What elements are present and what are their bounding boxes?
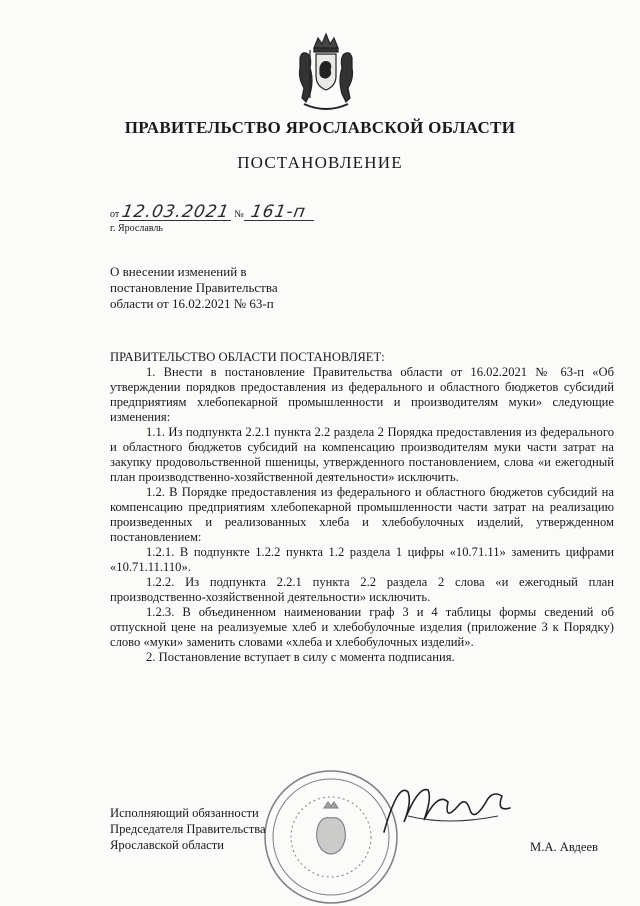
signatory-title-line2: Председателя Правительства <box>110 822 266 836</box>
yaroslavl-coat-of-arms-icon <box>290 28 362 114</box>
signatory-block <box>110 805 266 853</box>
date-number-line <box>110 202 314 222</box>
number-prefix: № <box>234 209 244 220</box>
paragraph-2: 2. Постановление вступает в силу с момента подписания. <box>146 650 455 664</box>
subject-text: О внесении изменений в постановление Правительства области от 16.02.2021 № 63-п <box>110 264 278 311</box>
handwritten-signature-icon <box>378 772 518 844</box>
paragraph-1-1: 1.1. Из подпункта 2.2.1 пункта 2.2 раздела 2 Порядка предоставления из федерального и областного бюджетов субсидий на компенсацию производителям муки части затрат на закупку продовольственной пшеницы, утвержденного постановлением, слова «и ежегодный план производственно-хозяйственной деятельности» исключить. <box>110 425 614 484</box>
city: г. Ярославль <box>110 223 163 234</box>
paragraph-1-2-1: 1.2.1. В подпункте 1.2.2 пункта 1.2 раздела 1 цифры «10.71.11» заменить цифрами «10.71.11.110». <box>110 545 614 574</box>
paragraph-1-2-2: 1.2.2. Из подпункта 2.2.1 пункта 2.2 раздела 2 слова «и ежегодный план производственно-хозяйственной деятельности» исключить. <box>110 575 614 604</box>
paragraph-1-2-3: 1.2.3. В объединенном наименовании граф 3 и 4 таблицы формы сведений об отпускной цене на реализуемые хлеб и хлебобулочные изделия (приложение 3 к Порядку) слово «муки» заменить словами «хлеба и хлебобулочных изделий». <box>110 605 614 649</box>
government-name: ПРАВИТЕЛЬСТВО ЯРОСЛАВСКОЙ ОБЛАСТИ <box>124 118 516 137</box>
signer-name: М.А. Авдеев <box>530 840 598 854</box>
signatory-title-line1: Исполняющий обязанности <box>110 806 259 820</box>
paragraph-1-2: 1.2. В Порядке предоставления из федерального и областного бюджетов субсидий на компенсацию предприятиям хлебопекарной промышленности части затрат на реализацию произведенных и реализованных хлеба и хлебобулочных изделий, утвержденном постановлением: <box>110 485 614 544</box>
decree-meta <box>110 202 314 236</box>
preamble: ПРАВИТЕЛЬСТВО ОБЛАСТИ ПОСТАНОВЛЯЕТ: <box>110 350 385 364</box>
signatory-title-line3: Ярославской области <box>110 838 224 852</box>
paragraph-1: 1. Внести в постановление Правительства области от 16.02.2021 № 63-п «Об утверждении порядков предоставления из федерального и областного бюджетов субсидий предприятиям хлебопекарной промышленности и производителям муки» следующие изменения: <box>110 365 614 424</box>
date-value: 12.03.2021 <box>119 202 231 222</box>
decree-body <box>110 350 614 665</box>
document-type: ПОСТАНОВЛЕНИЕ <box>237 153 403 172</box>
date-prefix: от <box>110 209 120 220</box>
number-value: 161-п <box>249 202 308 222</box>
